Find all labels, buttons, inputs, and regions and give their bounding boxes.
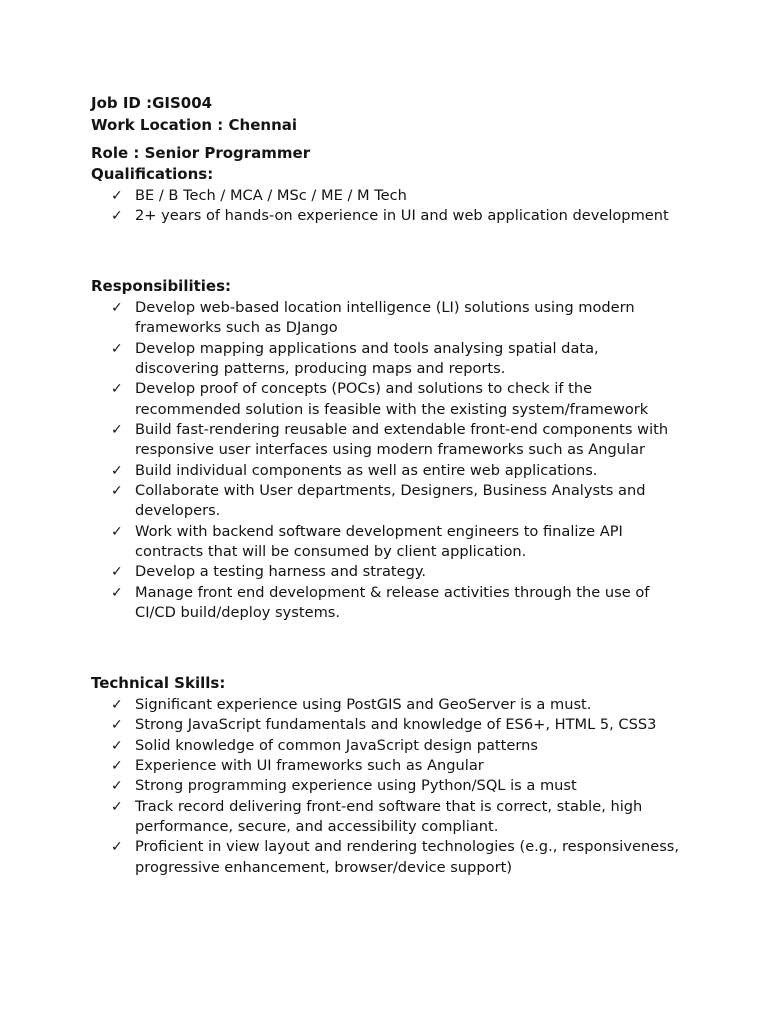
list-item-text: Build individual components as well as entire web applications. — [135, 461, 598, 479]
checkmark-icon: ✓ — [111, 462, 123, 479]
checkmark-icon: ✓ — [111, 798, 123, 815]
checkmark-icon: ✓ — [111, 758, 123, 775]
list-item-text: Develop mapping applications and tools analysing spatial data, discovering patterns, producing maps and reports. — [135, 339, 599, 378]
checkmark-icon: ✓ — [111, 300, 123, 316]
checkmark-icon: ✓ — [111, 188, 123, 204]
checkmark-icon: ✓ — [111, 422, 123, 439]
list-item-text: Solid knowledge of common JavaScript design patterns — [135, 736, 538, 754]
checkmark-icon: ✓ — [111, 340, 123, 357]
checkmark-icon: ✓ — [111, 483, 123, 500]
checkmark-icon: ✓ — [111, 564, 123, 581]
list-item — [0, 736, 680, 756]
list-item — [0, 186, 680, 206]
checkmark-icon: ✓ — [111, 584, 123, 601]
list-item-text: Track record delivering front-end software that is correct, stable, high performance, secure, and accessibility compliant. — [135, 797, 643, 836]
list-item — [0, 481, 680, 522]
list-item-text: Manage front end development & release activities through the use of CI/CD build/deploy systems. — [135, 583, 650, 622]
list-item-text: Develop a testing harness and strategy. — [135, 563, 427, 581]
checkmark-icon: ✓ — [111, 523, 123, 540]
list-item-text: Develop proof of concepts (POCs) and solutions to check if the recommended solution is feasible with the existing system/framework — [135, 380, 649, 418]
work-location: Work Location : Chennai — [91, 116, 298, 134]
list-item-text: Proficient in view layout and rendering technologies (e.g., responsiveness, progressive enhancement, browser/device support) — [135, 838, 680, 876]
list-item-text: BE / B Tech / MCA / MSc / ME / M Tech — [135, 187, 407, 204]
list-item-text: Experience with UI frameworks such as Angular — [135, 757, 484, 775]
list-item — [0, 420, 680, 461]
list-item-text: Collaborate with User departments, Designers, Business Analysts and developers. — [135, 482, 646, 520]
responsibilities-heading: Responsibilities: — [91, 277, 232, 295]
job-id: Job ID :GIS004 — [91, 94, 213, 112]
list-item-text: Develop web-based location intelligence (LI) solutions using modern frameworks such as DJango — [135, 299, 635, 337]
list-item — [0, 339, 680, 380]
list-item-text: 2+ years of hands-on experience in UI and web application development — [135, 207, 669, 225]
qualifications-list — [0, 186, 768, 227]
list-item — [0, 461, 680, 481]
checkmark-icon: ✓ — [111, 737, 123, 754]
list-item — [0, 797, 680, 838]
list-item-text: Build fast-rendering reusable and extendable front-end components with responsive user interfaces using modern frameworks such as Angular — [135, 421, 669, 459]
list-item-text: Strong JavaScript fundamentals and knowledge of ES6+, HTML 5, CSS3 — [135, 716, 657, 734]
checkmark-icon: ✓ — [111, 697, 123, 713]
checkmark-icon: ✓ — [111, 381, 123, 398]
list-item — [0, 379, 680, 420]
list-item — [0, 562, 680, 582]
technical-skills-heading: Technical Skills: — [91, 674, 226, 692]
list-item — [0, 715, 680, 735]
checkmark-icon: ✓ — [111, 208, 123, 225]
list-item — [0, 583, 680, 624]
checkmark-icon: ✓ — [111, 778, 123, 795]
checkmark-icon: ✓ — [111, 839, 123, 856]
list-item — [0, 298, 680, 339]
list-item — [0, 206, 680, 226]
list-item-text: Strong programming experience using Python/SQL is a must — [135, 777, 577, 795]
list-item-text: Significant experience using PostGIS and GeoServer is a must. — [135, 696, 592, 713]
list-item — [0, 695, 680, 715]
list-item — [0, 776, 680, 796]
role: Role : Senior Programmer — [91, 144, 311, 162]
list-item — [0, 756, 680, 776]
list-item-text: Work with backend software development engineers to finalize API contracts that will be consumed by client application. — [135, 522, 623, 561]
list-item — [0, 522, 680, 563]
responsibilities-list — [0, 298, 768, 624]
technical-skills-list — [0, 695, 768, 878]
list-item — [0, 837, 680, 878]
checkmark-icon: ✓ — [111, 717, 123, 734]
qualifications-heading: Qualifications: — [91, 165, 214, 183]
